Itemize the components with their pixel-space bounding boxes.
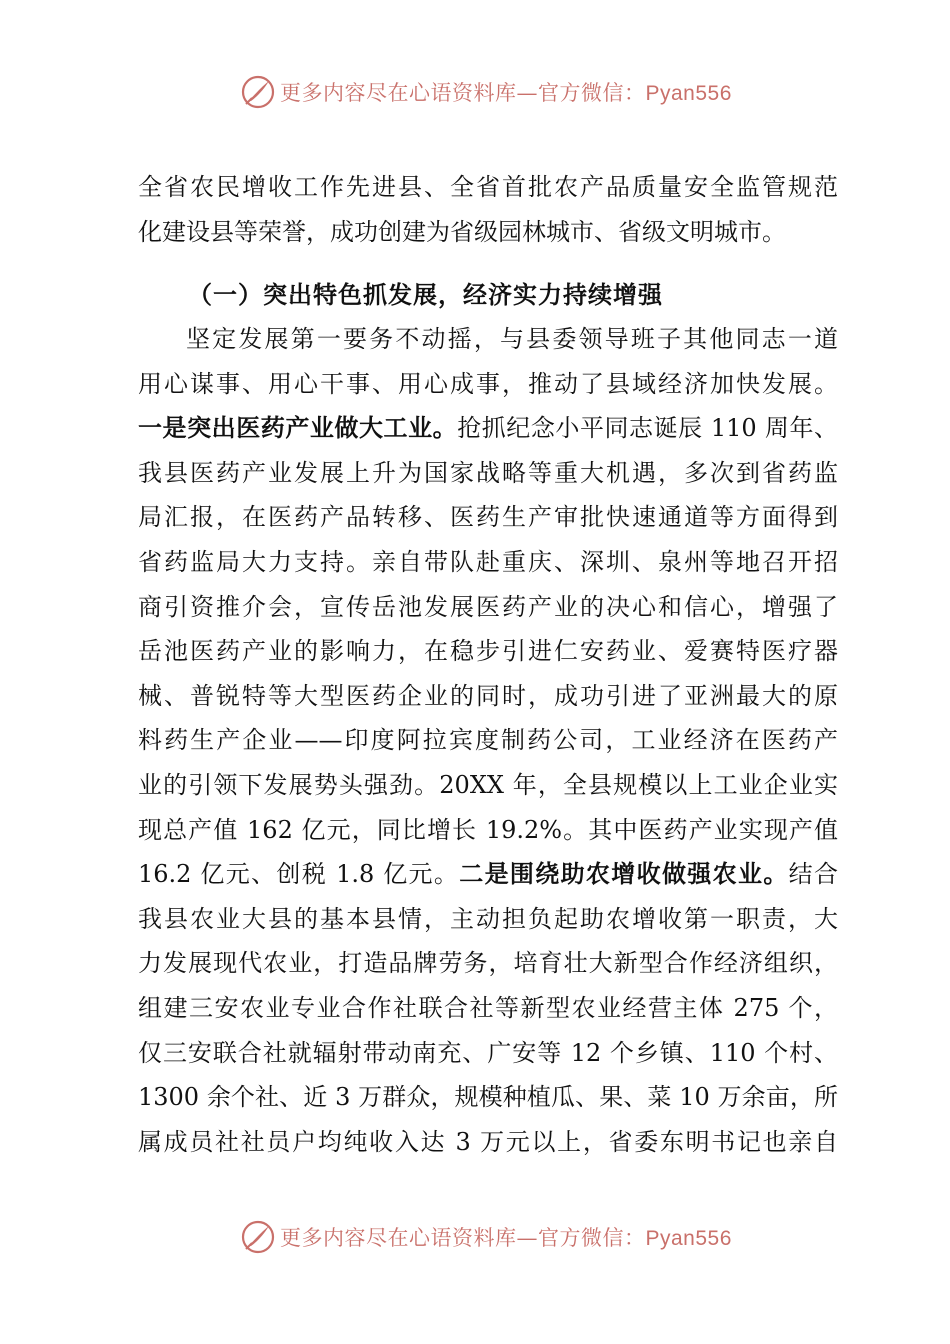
text-line: 用心谋事、用心干事、用心成事，推动了县域经济加快发展。 (138, 369, 838, 398)
watermark-text: 更多内容尽在心语资料库—官方微信：Pyan556 (280, 81, 732, 105)
text-line: 局汇报，在医药产品转移、医药生产审批快速通道等方面得到 (138, 503, 838, 532)
text-line: 仅三安联合社就辐射带动南充、广安等 12 个乡镇、110 个村、 (138, 1038, 838, 1067)
text-line: 属成员社社员户均纯收入达 3 万元以上，省委东明书记也亲自 (138, 1127, 838, 1156)
text-line: 全省农民增收工作先进县、全省首批农产品质量安全监管规范 (138, 173, 838, 201)
text-line: 化建设县等荣誉，成功创建为省级园林城市、省级文明城市。 (138, 217, 786, 246)
section-heading: （一）突出特色抓发展，经济实力持续增强 (188, 280, 663, 309)
quill-circle-logo-icon (240, 1219, 276, 1255)
text-line: 业的引领下发展势头强劲。20XX 年，全县规模以上工业企业实 (138, 770, 838, 799)
text-line: 我县农业大县的基本县情，主动担负起助农增收第一职责，大 (138, 904, 838, 933)
watermark-header (240, 70, 732, 114)
text-line: 现总产值 162 亿元，同比增长 19.2%。其中医药产业实现产值 (138, 815, 838, 844)
text-line: 组建三安农业专业合作社联合社等新型农业经营主体 275 个， (138, 993, 838, 1022)
text-line: 械、普锐特等大型医药企业的同时，成功引进了亚洲最大的原 (138, 681, 838, 710)
text-span: 结合 (788, 860, 838, 889)
quill-circle-logo-icon (240, 74, 276, 110)
text-line: 力发展现代农业，打造品牌劳务，培育壮大新型合作经济组织， (138, 949, 838, 978)
text-line: 商引资推介会，宣传岳池发展医药产业的决心和信心，增强了 (138, 592, 838, 621)
paragraph-2 (138, 317, 838, 1164)
text-line: 岳池医药产业的影响力，在稳步引进仁安药业、爱赛特医疗器 (138, 637, 838, 666)
watermark-footer (240, 1215, 732, 1259)
bold-lead-1: 一是突出医药产业做大工业。 (138, 413, 458, 443)
text-line: 料药生产企业——印度阿拉宾度制药公司，工业经济在医药产 (138, 726, 838, 755)
bold-lead-2: 二是围绕助农增收做强农业。 (459, 859, 789, 889)
text-span: 抢抓纪念小平同志诞辰 110 周年、 (457, 414, 838, 443)
text-line (138, 406, 838, 451)
watermark-text: 更多内容尽在心语资料库—官方微信：Pyan556 (280, 1226, 732, 1250)
text-line: 坚定发展第一要务不动摇，与县委领导班子其他同志一道 (186, 325, 838, 353)
paragraph-1 (138, 165, 838, 254)
text-span: 16.2 亿元、创税 1.8 亿元。 (138, 860, 460, 889)
text-line: 我县医药产业发展上升为国家战略等重大机遇，多次到省药监 (138, 458, 838, 487)
text-line: 1300 余个社、近 3 万群众，规模种植瓜、果、菜 10 万余亩，所 (138, 1083, 838, 1112)
text-line: 省药监局大力支持。亲自带队赴重庆、深圳、泉州等地召开招 (138, 547, 838, 576)
text-line (138, 852, 838, 897)
